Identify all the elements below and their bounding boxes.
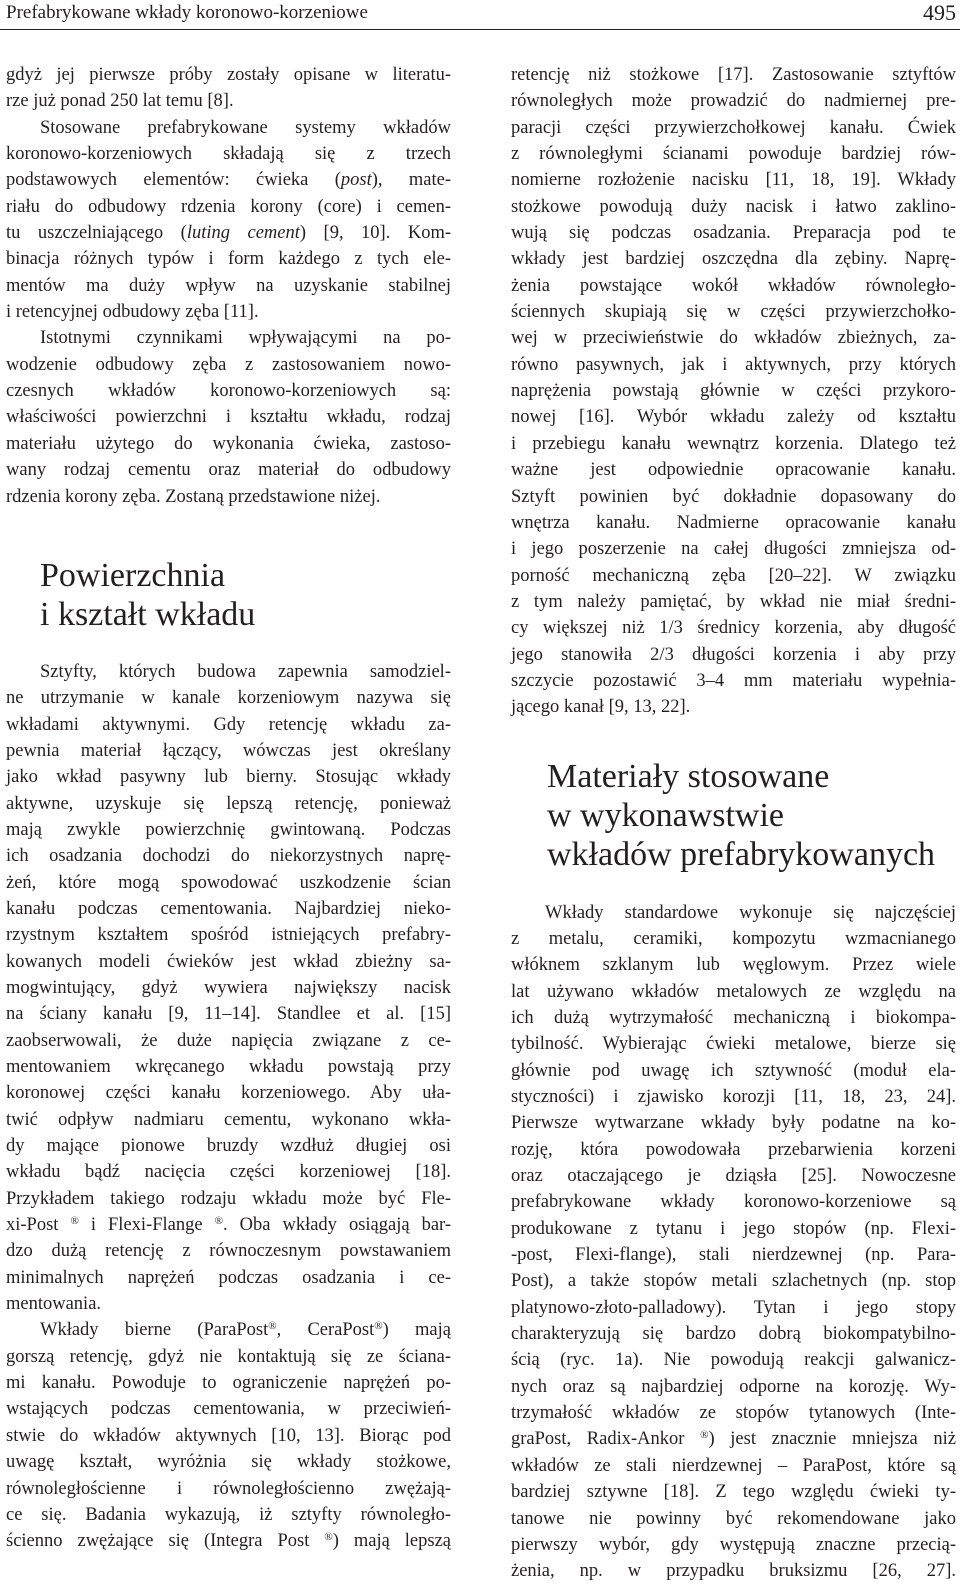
text-line: czesnych wkładów koronowo-korzeniowych są: <box>6 381 451 402</box>
text-line: ich osadzania dochodzi do niekorzystnych naprę- <box>6 846 451 867</box>
text-line: nomierne rozłożenie nacisku [11, 18, 19]. Wkłady <box>511 170 956 191</box>
text-line: na ściany kanału [9, 11–14]. Standlee et al. [15] <box>6 1004 451 1025</box>
heading-line: i kształt wkładu <box>40 595 256 633</box>
text-line: ich dużą wytrzymałość mechaniczną i biokompa- <box>511 1007 956 1028</box>
text-line: mentowania. <box>6 1294 102 1315</box>
text-line: tybilność. Wybierając ćwieki metalowe, bierze się <box>511 1034 956 1055</box>
paragraph <box>6 1317 451 1554</box>
text-line: Wkłady standardowe wykonuje się najczęściej <box>545 902 956 923</box>
text-line: porność mechaniczną zęba [20–22]. W związku <box>511 565 956 586</box>
text-line: riału do odbudowy rdzenia korony (core) i cemen- <box>6 196 451 217</box>
text-line: głównie pod uwagę ich sztywność (moduł ela- <box>511 1060 956 1081</box>
text-line: żenia powstające wokół wkładów równoległo- <box>511 275 956 296</box>
text-line: trzymałość wkładów ze stopów tytanowych (Inte- <box>511 1403 956 1424</box>
text-line: wują się podczas osadzania. Preparacja pod te <box>511 223 956 244</box>
text-line: żenia, np. w przypadku bruksizmu [26, 27]. <box>511 1561 956 1582</box>
text-line: i jego poszerzenie na całej długości zmniejsza od- <box>511 539 956 560</box>
registered-mark: ® <box>324 1531 333 1544</box>
text-line: równoległych może prowadzić do nadmiernej pre- <box>511 91 956 112</box>
text-line: dy mające pionowe bruzdy wzdłuż długiej osi <box>6 1136 451 1157</box>
page-number: 495 <box>923 0 956 25</box>
text-line: binacja różnych typów i form każdego z tych ele- <box>6 249 451 270</box>
text-line: tanowe nie powinny być rekomendowane jako <box>511 1508 956 1529</box>
text-line: wkładów ze stali nierdzewnej – ParaPost, które są <box>511 1455 956 1476</box>
text-line: charakteryzują się bardzo dobrą biokompatybilno- <box>511 1324 956 1345</box>
heading-line: wkładów prefabrykowanych <box>547 835 936 873</box>
text-line: mają zwykle powierzchnię gwintowaną. Podczas <box>6 819 451 840</box>
text-line: ce się. Badania wykazują, iż sztyfty równoległo- <box>6 1504 451 1525</box>
text-line: bardziej sztywne [18]. Z tego względu ćwieki ty- <box>511 1482 956 1503</box>
section-heading <box>511 757 956 874</box>
section-heading <box>6 556 451 634</box>
text-line: paracji części przywierzchołkowej kanału. Ćwiek <box>511 117 956 138</box>
registered-mark: ® <box>214 1215 223 1228</box>
text-line: pewnia materiał łączący, wówczas jest określany <box>6 740 451 761</box>
heading-line: Powierzchnia <box>40 556 226 594</box>
text-line: -post, Flexi-flange), stali nierdzewnej (np. Para- <box>511 1245 956 1266</box>
heading-line: Materiały stosowane <box>547 757 830 795</box>
registered-mark: ® <box>70 1215 79 1228</box>
text-line: gorszą retencję, gdyż nie kontaktują się ze ściana- <box>6 1346 451 1367</box>
text-line: rzystnym kształtem spośród istniejących prefabry- <box>6 925 451 946</box>
heading-line: w wykonawstwie <box>547 796 785 834</box>
text-line: ścienno zwężające się (Integra Post ®) mają lepszą <box>6 1531 452 1552</box>
text-line: kanału podczas cementowania. Najbardziej nieko- <box>6 898 451 919</box>
text-line: Pierwsze wytwarzane wkłady były podatne na ko- <box>511 1113 956 1134</box>
text-line: rozję, która powodowała przebarwienia korzeni <box>511 1139 956 1160</box>
text-line: ściennych skupiają się w części przywierzchołko- <box>511 302 956 323</box>
text-line: wstających podczas cementowania, w przeciwień- <box>6 1399 451 1420</box>
text-line: Sztyft powinien być dokładnie dopasowany do <box>511 486 956 507</box>
text-line: oraz otaczającego je dziąsła [25]. Nowoczesne <box>511 1166 956 1187</box>
paragraph <box>511 900 956 1585</box>
text-line: uwagę kształt, wyróżnia się wkłady stożkowe, <box>6 1452 451 1473</box>
text-line: szczycie pozostawić 3–4 mm materiału wypełnia- <box>511 670 956 691</box>
text-line: Stosowane prefabrykowane systemy wkładów <box>40 117 451 138</box>
text-line: Sztyfty, których budowa zapewnia samodziel- <box>40 661 451 682</box>
text-line: z równoległymi ścianami powoduje bardziej rów- <box>511 144 956 165</box>
text-line: właściwości powierzchni i kształtu wkładu, rodzaj <box>6 407 451 428</box>
paragraph <box>511 62 956 721</box>
text-line: włóknem szklanym lub węglowym. Przez wiele <box>511 955 956 976</box>
paragraph <box>6 325 451 509</box>
text-line: prefabrykowane wkłady koronowo-korzeniowe są <box>511 1192 956 1213</box>
text-line: koronowo-korzeniowych składają się z trzech <box>6 144 451 165</box>
text-line: podstawowych elementów: ćwieka (post), mate- <box>6 170 451 191</box>
text-line: Post), a także stopów metali szlachetnych (np. stop <box>511 1271 956 1292</box>
text-line: twić odpływ nadmiaru cementu, wykonano wkła- <box>6 1109 451 1130</box>
text-line: kowanych modeli ćwieków jest wkład zbieżny sa- <box>6 951 451 972</box>
text-line: naprężenia powstają głównie w części przykoro- <box>511 381 956 402</box>
text-line: Wkłady bierne (ParaPost®, CeraPost®) mają <box>40 1320 451 1341</box>
right-column <box>511 62 956 1585</box>
text-line: wnętrza kanału. Nadmierne opracowanie kanału <box>511 512 956 533</box>
text-line: wkłady jest bardziej oszczędna dla zębiny. Naprę- <box>511 249 956 270</box>
text-line: jako wkład pasywny lub bierny. Stosując wkłady <box>6 767 451 788</box>
text-line: z tym należy pamiętać, by wkład nie miał średni- <box>511 591 956 612</box>
text-line: cy większej niż 1/3 średnicy korzenia, aby długość <box>511 618 956 639</box>
text-line: Przykładem takiego rodzaju wkładu może być Fle- <box>6 1188 451 1209</box>
paragraph <box>6 62 451 115</box>
text-line: rdzenia korony zęba. Zostaną przedstawione niżej. <box>6 486 381 507</box>
paragraph <box>6 115 451 326</box>
text-line: ścią (ryc. 1a). Nie powodują reakcji galwanicz- <box>511 1350 956 1371</box>
left-column <box>6 62 451 1555</box>
text-line: mi kanału. Powoduje to ograniczenie naprężeń po- <box>6 1373 451 1394</box>
registered-mark: ® <box>374 1320 383 1333</box>
paragraph <box>6 659 451 1318</box>
text-line: mentów ma duży wpływ na uzyskanie stabilnej <box>6 275 451 296</box>
text-line: koronowej części kanału korzeniowego. Aby uła- <box>6 1083 451 1104</box>
text-line: dzo dużą retencję z równoczesnym powstawaniem <box>6 1241 451 1262</box>
text-line: mentowaniem wkręcanego wkładu powstają przy <box>6 1057 451 1077</box>
text-line: mogwintujący, gdyż wywiera największy nacisk <box>6 977 451 998</box>
text-line: minimalnych naprężeń podczas osadzania i ce- <box>6 1267 451 1288</box>
text-line: stwie do wkładów aktywnych [10, 13]. Biorąc pod <box>6 1425 451 1446</box>
text-line: jego stanowiła 2/3 długości korzenia i aby przy <box>511 644 956 665</box>
registered-mark: ® <box>268 1320 277 1333</box>
text-line: ważne jest odpowiednie opracowanie kanału. <box>511 460 956 481</box>
text-line: tu uszczelniającego (luting cement) [9, 10]. Kom- <box>6 223 451 244</box>
text-line: graPost, Radix-Ankor ®) jest znacznie mniejsza niż <box>511 1429 957 1450</box>
text-line: materiału użytego do wykonania ćwieka, zastoso- <box>6 433 451 454</box>
text-line: wkładu bądź nacięcia części korzeniowej [18]. <box>6 1162 451 1183</box>
text-line: aktywne, uzyskuje się lepszą retencję, ponieważ <box>6 793 451 814</box>
text-line: ne utrzymanie w kanale korzeniowym nazywa się <box>6 688 451 709</box>
text-line: pierwszy wybór, gdy występują znaczne przecią- <box>511 1534 956 1555</box>
text-line: wkładami aktywnymi. Gdy retencję wkładu za- <box>6 714 451 735</box>
text-line: zaobserwowali, że duże napięcia związane z ce- <box>6 1030 451 1051</box>
text-line: i przebiegu kanału wewnątrz korzenia. Dlatego też <box>511 433 956 454</box>
text-line: styczności) i zjawisko korozji [11, 18, 23, 24]. <box>511 1087 956 1107</box>
text-line: równoległościenne i równoległościenno zwężają- <box>6 1478 451 1499</box>
text-line: żeń, które mogą spowodować uszkodzenie ścian <box>6 872 451 893</box>
text-line: i retencyjnej odbudowy zęba [11]. <box>6 302 259 323</box>
text-line: jącego kanał [9, 13, 22]. <box>511 697 691 718</box>
text-line: nych oraz są najbardziej odporne na korozję. Wy- <box>511 1376 956 1397</box>
text-line: równo pasywnych, jak i aktywnych, przy których <box>511 354 956 375</box>
running-title: Prefabrykowane wkłady koronowo-korzeniowe <box>6 2 368 23</box>
text-line: wodzenie odbudowy zęba z zastosowaniem nowo- <box>6 354 451 375</box>
italic-term: luting cement <box>186 223 300 244</box>
text-line: platynowo-złoto-palladowy). Tytan i jego stopy <box>511 1297 956 1318</box>
registered-mark: ® <box>700 1429 709 1442</box>
text-line: stożkowe powodują duży nacisk i łatwo zaklino- <box>511 196 956 217</box>
text-line: Istotnymi czynnikami wpływającymi na po- <box>40 328 451 349</box>
text-line: wej w przeciwieństwie do wkładów zbieżnych, za- <box>511 328 956 349</box>
italic-term: post <box>340 170 372 191</box>
text-line: xi-Post ® i Flexi-Flange ®. Oba wkłady osiągają bar- <box>6 1215 452 1236</box>
text-line: wany rodzaj cementu oraz materiał do odbudowy <box>6 460 451 481</box>
text-line: retencję niż stożkowe [17]. Zastosowanie sztyftów <box>511 65 956 85</box>
running-header <box>0 0 960 30</box>
text-line: z metalu, ceramiki, kompozytu wzmacnianego <box>511 928 956 949</box>
text-line: nowej [16]. Wybór wkładu zależy od kształtu <box>511 407 956 428</box>
text-line: gdyż jej pierwsze próby zostały opisane w literatu- <box>6 65 451 85</box>
text-line: rze już ponad 250 lat temu [8]. <box>6 91 234 112</box>
text-line: produkowane z tytanu i jego stopów (np. Flexi- <box>511 1218 956 1239</box>
text-line: lat używano wkładów metalowych ze względu na <box>511 981 956 1002</box>
